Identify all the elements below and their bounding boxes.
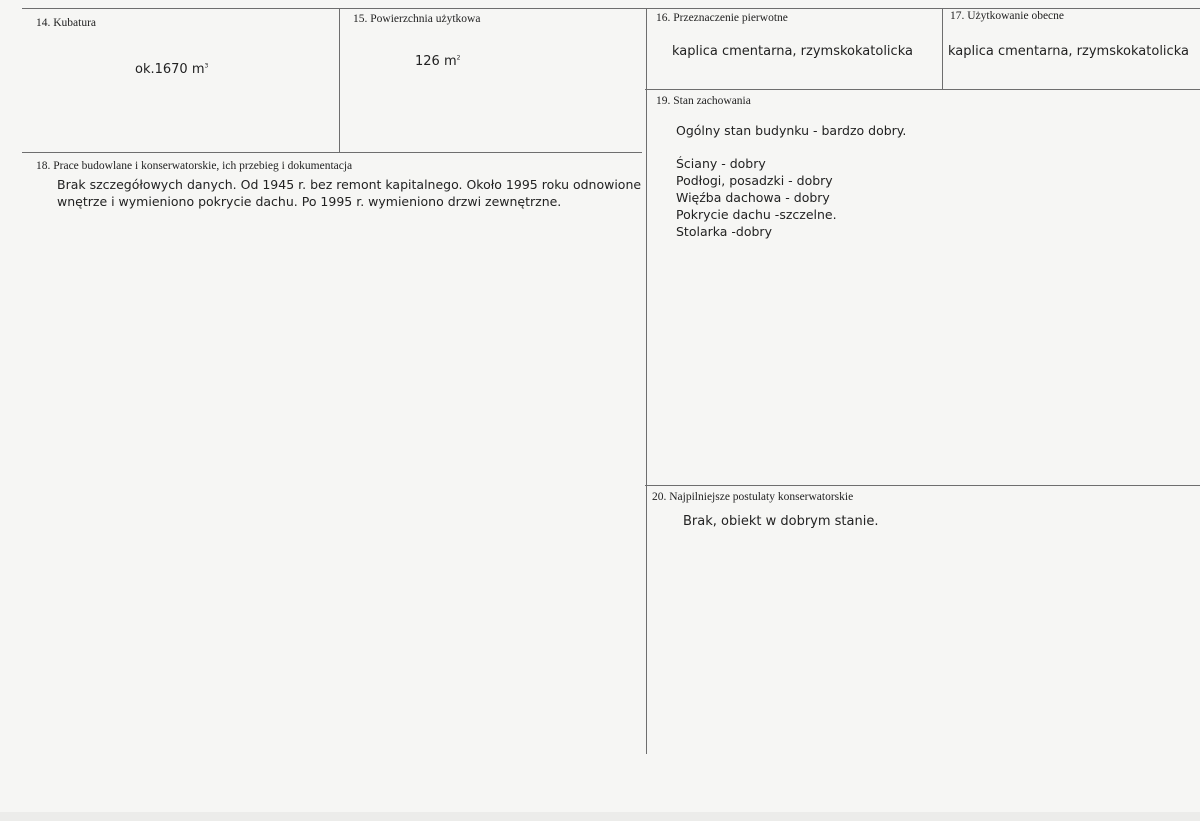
divider-col-14-15 — [339, 8, 340, 152]
field-19-text — [676, 122, 1176, 240]
field-15-value-text: 126 m — [415, 54, 457, 69]
field-14-unit-sup: 3 — [204, 62, 209, 70]
field-16-value: kaplica cmentarna, rzymskokatolicka — [672, 44, 913, 59]
field-19-spacer — [676, 139, 1176, 155]
field-14-value — [135, 62, 208, 77]
divider-row3-right — [645, 485, 1200, 486]
field-18-line-2: wnętrze i wymieniono pokrycie dachu. Po 1995 r. wymieniono drzwi zewnętrzne. — [57, 194, 562, 209]
divider-center — [646, 8, 647, 754]
field-19-general: Ogólny stan budynku - bardzo dobry. — [676, 123, 907, 138]
field-18-text — [57, 176, 647, 210]
scan-bottom-edge — [0, 812, 1200, 821]
field-19-label: 19. Stan zachowania — [656, 95, 751, 107]
field-17-value: kaplica cmentarna, rzymskokatolicka — [948, 44, 1189, 59]
divider-row1-right — [645, 89, 1200, 90]
field-15-label: 15. Powierzchnia użytkowa — [353, 13, 481, 25]
field-19-item: Podłogi, posadzki - dobry — [676, 173, 833, 188]
field-19-item: Pokrycie dachu -szczelne. — [676, 207, 837, 222]
field-19-item: Ściany - dobry — [676, 156, 766, 171]
field-15-value — [415, 54, 460, 69]
field-17-label: 17. Użytkowanie obecne — [950, 10, 1065, 22]
field-16-label: 16. Przeznaczenie pierwotne — [656, 12, 788, 24]
divider-row1-left — [22, 152, 642, 153]
divider-col-16-17 — [942, 8, 943, 90]
field-14-value-text: ok.1670 m — [135, 62, 205, 77]
top-border — [22, 8, 1200, 9]
field-20-value: Brak, obiekt w dobrym stanie. — [683, 514, 879, 529]
field-18-line-1: Brak szczegółowych danych. Od 1945 r. bez remont kapitalnego. Około 1995 roku odnowione — [57, 177, 642, 192]
field-14-label: 14. Kubatura — [36, 17, 97, 29]
field-19-item: Stolarka -dobry — [676, 224, 772, 239]
field-20-label: 20. Najpilniejsze postulaty konserwatorskie — [652, 491, 854, 503]
field-19-item: Więźba dachowa - dobry — [676, 190, 830, 205]
field-15-unit-sup: 2 — [456, 54, 461, 62]
field-18-label: 18. Prace budowlane i konserwatorskie, ich przebieg i dokumentacja — [36, 160, 353, 172]
